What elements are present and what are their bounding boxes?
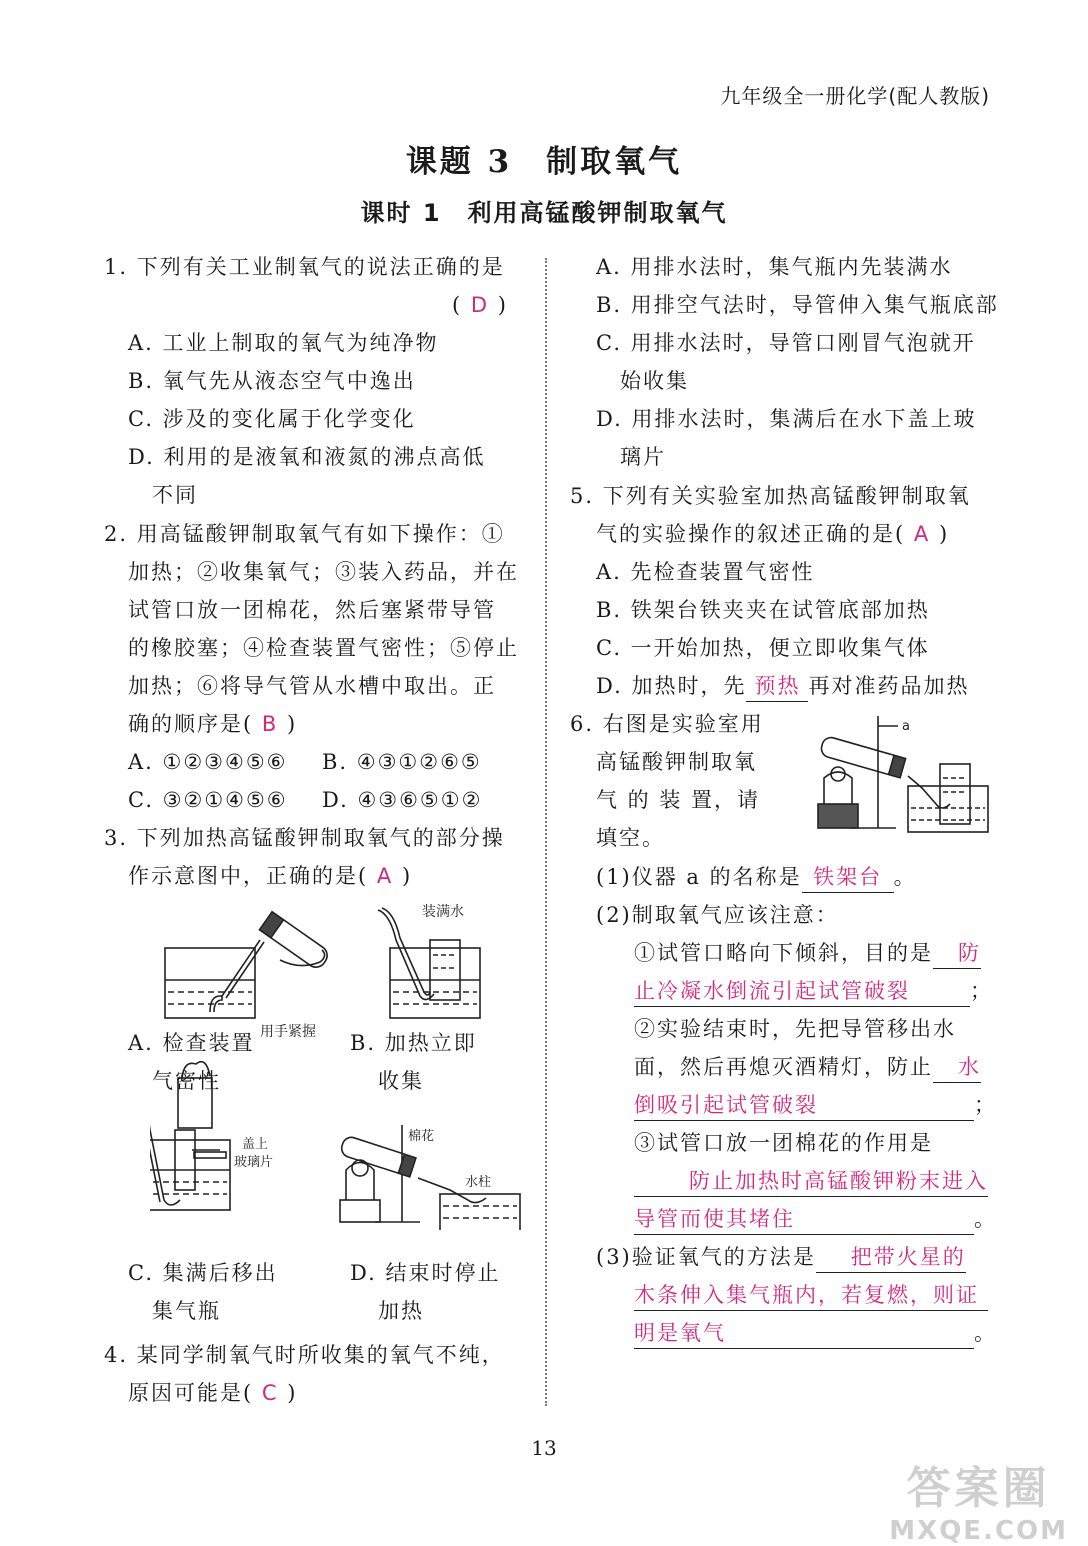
- q6-fill-2-3a: 防止加热时高锰酸钾粉末进入: [634, 1166, 988, 1197]
- q6-part-2-2-line2: [634, 1048, 981, 1086]
- caption-d-line-1: D. 结束时停止: [350, 1261, 501, 1285]
- q2-option-c: C. ③②①④⑤⑥: [128, 788, 288, 812]
- q6-fill-2-3b: 导管而使其堵住: [634, 1204, 974, 1235]
- label-cotton: 棉花: [408, 1129, 435, 1144]
- q5-option-d-suffix: 再对准药品加热: [808, 674, 970, 698]
- page-number: 13: [531, 1436, 557, 1460]
- q4-option-d-cont: 璃片: [620, 445, 666, 469]
- caption-d-line-2: 加热: [378, 1299, 424, 1323]
- label-glass-plate: 玻璃片: [234, 1155, 274, 1170]
- q6-fill-iron-stand: 铁架台: [802, 862, 894, 893]
- q5-option-c: C. 一开始加热，便立即收集气体: [596, 636, 930, 660]
- q3-line-1: 3. 下列加热高锰酸钾制取氧气的部分操: [104, 826, 505, 850]
- q6-part-1-prefix: (1)仪器 a 的名称是: [596, 865, 802, 889]
- q6-part-3-prefix: (3)验证氧气的方法是: [596, 1245, 816, 1269]
- q6-stem-3: 气 的 装 置，请: [596, 788, 761, 812]
- caption-c-line-1: C. 集满后移出: [128, 1261, 278, 1285]
- q6-apparatus-figure: [800, 708, 995, 838]
- q5-line-2: 气的实验操作的叙述正确的是( A ): [596, 522, 950, 546]
- q1-option-b: B. 氧气先从液态空气中逸出: [128, 369, 416, 393]
- figure-a-airtight-check: [165, 912, 331, 1018]
- q6-part-1: [596, 858, 917, 896]
- q3-line-2-prefix: 作示意图中，正确的是(: [128, 864, 369, 888]
- watermark-title: 答案圈: [906, 1463, 1051, 1514]
- q6-part-3-cont: [634, 1276, 988, 1314]
- q6-fill-3a: 把带火星的: [816, 1242, 966, 1273]
- q1-option-d: D. 利用的是液氧和液氮的沸点高低: [128, 445, 486, 469]
- q5-line-1: 5. 下列有关实验室加热高锰酸钾制取氧: [570, 484, 971, 508]
- page-title: 课题 3 制取氧气: [405, 144, 683, 180]
- q6-part-2-1-prefix: ①试管口略向下倾斜，目的是: [634, 941, 933, 965]
- label-full-water: 装满水: [422, 904, 464, 920]
- label-hand-grip: 用手紧握: [260, 1024, 316, 1040]
- q2-line-1: 2. 用高锰酸钾制取氧气有如下操作：①: [104, 522, 505, 546]
- q6-fill-2-1b: 止冷凝水倒流引起试管破裂: [634, 976, 970, 1007]
- caption-b-line-2: 收集: [378, 1069, 424, 1093]
- label-a: a: [902, 719, 910, 734]
- q6-part-3-period: 。: [974, 1321, 997, 1345]
- caption-a-line-2: 气密性: [152, 1069, 221, 1093]
- label-water-column: 水柱: [465, 1175, 492, 1190]
- q2-option-a: A. ①②③④⑤⑥: [128, 750, 288, 774]
- caption-c-line-2: 集气瓶: [152, 1299, 221, 1323]
- q1-answer: D: [470, 293, 490, 317]
- q5-answer: A: [913, 522, 931, 546]
- q4-answer: C: [261, 1381, 279, 1405]
- q2-line-2: 加热；②收集氧气；③装入药品，并在: [128, 560, 519, 584]
- q6-part-2-1: [634, 934, 981, 972]
- q6-part-3: [596, 1238, 966, 1276]
- q6-part-2-3-cont: [634, 1200, 997, 1238]
- q4-option-a: A. 用排水法时，集气瓶内先装满水: [596, 255, 953, 279]
- q6-part-2-2: ②实验结束时，先把导管移出水: [634, 1017, 956, 1041]
- q6-part-2-2-prefix: 面，然后再熄灭酒精灯，防止: [634, 1055, 933, 1079]
- q3-answer: A: [376, 864, 394, 888]
- q1-stem: 1. 下列有关工业制氧气的说法正确的是: [104, 255, 505, 279]
- q2-option-d: D. ④③⑥⑤①②: [322, 788, 483, 812]
- q6-fill-2-1a: 防: [933, 938, 981, 969]
- q2-answer: B: [261, 712, 279, 736]
- q2-line-6: 确的顺序是( B ): [128, 712, 298, 736]
- watermark-url: MXQE.COM: [889, 1516, 1068, 1546]
- q6-fill-2-2b: 倒吸引起试管破裂: [634, 1090, 974, 1121]
- q6-fill-3c: 明是氧气: [634, 1318, 974, 1349]
- q5-option-d: [596, 667, 969, 705]
- q6-fill-3b: 木条伸入集气瓶内，若复燃，则证: [634, 1280, 988, 1311]
- q5-option-d-prefix: D. 加热时，先: [596, 674, 747, 698]
- q6-part-2: (2)制取氧气应该注意：: [596, 903, 839, 927]
- q5-option-b: B. 铁架台铁夹夹在试管底部加热: [596, 598, 930, 622]
- q4-line-2: 原因可能是( C ): [128, 1381, 298, 1405]
- q2-line-3: 试管口放一团棉花，然后塞紧带导管: [128, 598, 496, 622]
- q1-option-d-cont: 不同: [152, 483, 198, 507]
- q2-option-b: B. ④③①②⑥⑤: [322, 750, 482, 774]
- caption-a-line-1: A. 检查装置: [128, 1031, 255, 1055]
- q4-line-1: 4. 某同学制氧气时所收集的氧气不纯，: [104, 1343, 505, 1367]
- figure-b-heat-collect: [378, 908, 480, 1018]
- q1-option-c: C. 涉及的变化属于化学变化: [128, 407, 416, 431]
- book-header: 九年级全一册化学(配人教版): [720, 84, 990, 108]
- page-subtitle: 课时 1 利用高锰酸钾制取氧气: [360, 199, 728, 227]
- q2-last-prefix: 确的顺序是(: [128, 712, 254, 736]
- q4-option-b: B. 用排空气法时，导管伸入集气瓶底部: [596, 293, 999, 317]
- q4-line-2-prefix: 原因可能是(: [128, 1381, 254, 1405]
- q5-fill-preheat: 预热: [746, 671, 808, 702]
- q6-part-2-3: ③试管口放一团棉花的作用是: [634, 1131, 933, 1155]
- q6-part-2-3-period: 。: [974, 1207, 997, 1231]
- q6-stem-4: 填空。: [596, 826, 665, 850]
- q6-part-2-2-semicolon: ；: [974, 1093, 997, 1117]
- q3-line-2: 作示意图中，正确的是( A ): [128, 864, 413, 888]
- q6-stem-1: 6. 右图是实验室用: [570, 712, 764, 736]
- label-cover: 盖上: [242, 1137, 269, 1152]
- q4-option-c: C. 用排水法时，导管口刚冒气泡就开: [596, 331, 976, 355]
- q6-part-2-1-cont: [634, 972, 993, 1010]
- q2-line-4: 的橡胶塞；④检查装置气密性；⑤停止: [128, 636, 519, 660]
- q6-fill-2-2a: 水: [933, 1052, 981, 1083]
- q1-answer-bracket: ( D ): [452, 293, 508, 317]
- q4-option-d: D. 用排水法时，集满后在水下盖上玻: [596, 407, 977, 431]
- column-divider: [545, 258, 547, 1406]
- q6-part-1-period: 。: [893, 865, 917, 889]
- q4-option-c-cont: 始收集: [620, 369, 689, 393]
- q1-option-a: A. 工业上制取的氧气为纯净物: [128, 331, 439, 355]
- watermark: [889, 1452, 1068, 1546]
- q5-option-a: A. 先检查装置气密性: [596, 560, 815, 584]
- q5-line-2-prefix: 气的实验操作的叙述正确的是(: [596, 522, 906, 546]
- q2-line-5: 加热；⑥将导气管从水槽中取出。正: [128, 674, 496, 698]
- caption-b-line-1: B. 加热立即: [350, 1031, 477, 1055]
- q6-part-3-end: [634, 1314, 997, 1352]
- q6-part-2-3-fill-line: [634, 1162, 988, 1200]
- q6-part-2-1-semicolon: ；: [970, 979, 993, 1003]
- q6-stem-2: 高锰酸钾制取氧: [596, 750, 757, 774]
- q6-part-2-2-cont: [634, 1086, 997, 1124]
